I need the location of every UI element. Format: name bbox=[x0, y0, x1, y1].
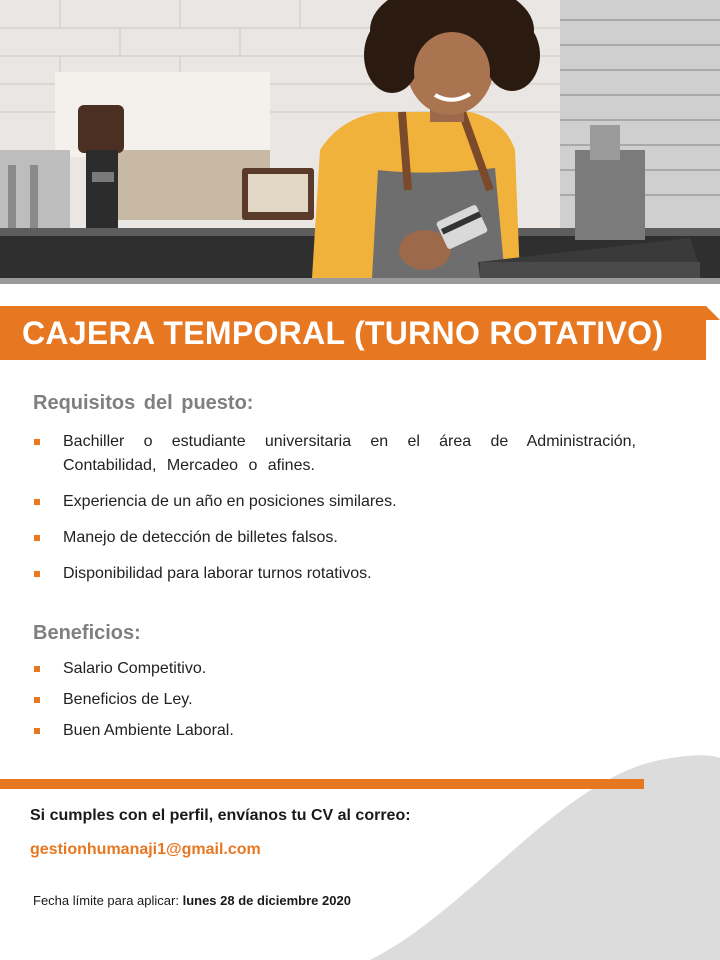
orange-square-bullet-icon bbox=[34, 666, 40, 672]
hero-photo bbox=[0, 0, 720, 278]
list-item bbox=[33, 430, 636, 478]
orange-square-bullet-icon bbox=[34, 728, 40, 734]
list-item bbox=[33, 562, 636, 586]
list-item-text: Beneficios de Ley. bbox=[63, 691, 193, 708]
orange-square-bullet-icon bbox=[34, 439, 40, 445]
orange-square-bullet-icon bbox=[34, 535, 40, 541]
list-item-text: Salario Competitivo. bbox=[63, 660, 207, 677]
requirements-heading: Requisitos del puesto: bbox=[33, 392, 254, 414]
orange-square-bullet-icon bbox=[34, 571, 40, 577]
title-banner bbox=[0, 306, 706, 360]
contact-cta: Si cumples con el perfil, envíanos tu CV al correo: bbox=[30, 807, 411, 824]
list-item bbox=[33, 526, 636, 550]
deadline-date: lunes 28 de diciembre 2020 bbox=[182, 893, 351, 908]
contact-email-link[interactable]: gestionhumanaji1@gmail.com bbox=[30, 841, 261, 858]
list-item-text: Manejo de detección de billetes falsos. bbox=[63, 529, 338, 546]
list-item-text: Bachiller o estudiante universitaria en el área de Administración, Contabilidad, Mercadeo o afines. bbox=[63, 433, 636, 474]
list-item bbox=[33, 657, 636, 681]
orange-square-bullet-icon bbox=[34, 499, 40, 505]
deadline-label: Fecha límite para aplicar: bbox=[33, 893, 183, 908]
benefits-heading: Beneficios: bbox=[33, 622, 141, 644]
list-item-text: Disponibilidad para laborar turnos rotativos. bbox=[63, 565, 372, 582]
hero-divider bbox=[0, 278, 720, 284]
list-item bbox=[33, 688, 636, 712]
requirements-list bbox=[33, 430, 636, 598]
job-title: CAJERA TEMPORAL (TURNO ROTATIVO) bbox=[22, 314, 664, 351]
list-item-text: Buen Ambiente Laboral. bbox=[63, 722, 234, 739]
application-deadline bbox=[33, 893, 351, 908]
list-item bbox=[33, 490, 636, 514]
footer-divider-line bbox=[0, 779, 644, 789]
list-item-text: Experiencia de un año en posiciones similares. bbox=[63, 493, 397, 510]
orange-square-bullet-icon bbox=[34, 697, 40, 703]
benefits-list bbox=[33, 657, 636, 750]
